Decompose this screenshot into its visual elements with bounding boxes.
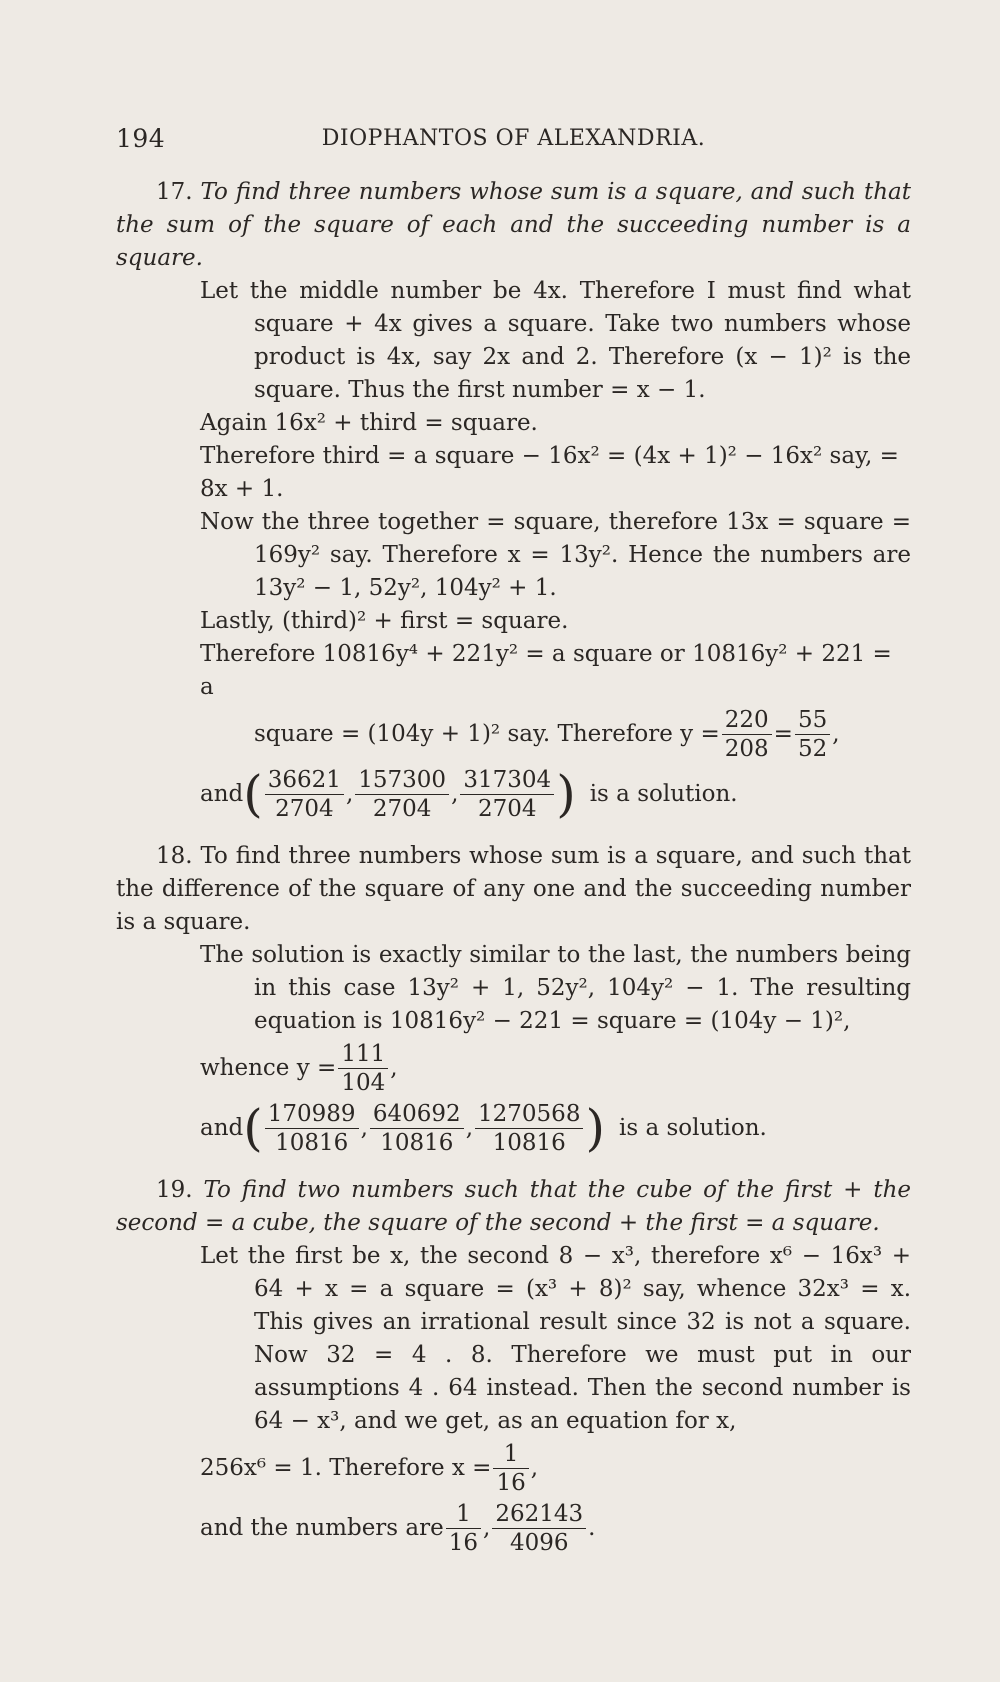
fraction-220-208: [722, 706, 772, 763]
problem-17-line-1: Let the middle number be 4x. Therefore I must find what square + 4x gives a square. Take two numbers whose product is 4x, say 2x and 2. Therefore (x − 1)² is the square. Thus the first number = x − 1.: [200, 278, 911, 403]
and-word: and: [200, 780, 244, 807]
denominator: 2704: [355, 794, 449, 823]
numerator: 170989: [267, 1100, 356, 1127]
denominator: 10816: [265, 1128, 359, 1157]
problem-19-number: 19.: [156, 1177, 193, 1203]
problem-17-line-4: Now the three together = square, therefore 13x = square = 169y² say. Therefore x = 13y². Hence the numbers are 13y² − 1, 52y², 104y² + 1.: [200, 509, 911, 601]
numerator: 157300: [358, 766, 447, 793]
denominator: 10816: [475, 1128, 583, 1157]
right-paren: ): [556, 765, 576, 823]
problem-18-number: 18.: [156, 843, 193, 869]
whence-text: whence y =: [200, 1054, 337, 1081]
numerator: 1: [456, 1500, 471, 1527]
solution-text: is a solution.: [618, 1114, 767, 1141]
numerator: 1270568: [478, 1100, 581, 1127]
problem-17-line-7: square = (104y + 1)² say. Therefore y = $\frac{220}{208}$ = $\frac{55}{52}$ ,: [254, 706, 840, 762]
denominator: 104: [338, 1068, 388, 1097]
page-body: [116, 176, 911, 1558]
numerator: 220: [724, 706, 769, 733]
denominator: 2704: [265, 794, 344, 823]
numerator: 262143: [495, 1500, 584, 1527]
equals-sign: =: [773, 720, 793, 747]
result-fraction-2: [492, 1500, 586, 1557]
solution-fraction-3: [460, 766, 554, 823]
denominator: 16: [493, 1468, 528, 1497]
problem-19-equation: 256x⁶ = 1. Therefore x = $\frac{1}{16}$ ,: [200, 1440, 539, 1496]
numerator: 1: [503, 1440, 519, 1467]
left-paren: (: [243, 765, 263, 823]
equation-text: 256x⁶ = 1. Therefore x =: [200, 1454, 492, 1481]
solution-fraction-1: [265, 1100, 359, 1157]
problem-18-line-1: The solution is exactly similar to the last, the numbers being in this case 13y² + 1, 52y², 104y² − 1. The resulting equation is 10816y² − 221 = square = (104y − 1)²,: [200, 942, 911, 1034]
problem-17-line-6: Therefore 10816y⁴ + 221y² = a square or 10816y² + 221 = a: [200, 641, 892, 700]
problem-18-whence: whence y = $\frac{111}{104}$ ,: [200, 1040, 398, 1096]
page-header: [116, 124, 911, 158]
fraction-111-104: [338, 1040, 388, 1097]
denominator: 208: [722, 734, 772, 763]
right-paren: ): [585, 1099, 605, 1157]
denominator: 16: [446, 1528, 481, 1557]
problem-19-title: To find two numbers such that the cube of the first + the second = a cube, the square of the second + the first = a square.: [116, 1177, 911, 1236]
problem-17-number: 17.: [156, 179, 193, 205]
solution-fraction-2: [370, 1100, 464, 1157]
denominator: 52: [795, 734, 830, 763]
problem-17-line-2: Again 16x² + third = square.: [200, 410, 538, 436]
problem-18-title: To find three numbers whose sum is a square, and such that the difference of the square of any one and the succeeding number is a square.: [116, 843, 912, 935]
result-fraction-1: [446, 1500, 481, 1557]
problem-17-line-7-text: square = (104y + 1)² say. Therefore y =: [254, 720, 720, 747]
solution-fraction-3: [475, 1100, 583, 1157]
problem-19-statement: [116, 1174, 911, 1240]
numerator: 640692: [372, 1100, 461, 1127]
problem-17-title: To find three numbers whose sum is a square, and such that the sum of the square of each and the succeeding number is a square.: [116, 179, 912, 271]
problem-17-line-5: Lastly, (third)² + first = square.: [200, 608, 569, 634]
numerator: 36621: [267, 766, 341, 793]
problem-19-result: and the numbers are $\frac{1}{16}$ , $\frac{262143}{4096}$ .: [200, 1500, 596, 1556]
numerator: 111: [341, 1040, 386, 1067]
fraction-1-16: [493, 1440, 528, 1497]
problem-18-statement: [116, 840, 911, 939]
solution-fraction-1: [265, 766, 344, 823]
denominator: 10816: [370, 1128, 464, 1157]
numerator: 317304: [463, 766, 552, 793]
problem-18-solution: and ( $\frac{170989}{10816}$ , $\frac{640692}{10816}$ , $\frac{1270568}{10816}$ ) is a solution.: [200, 1099, 767, 1157]
fraction-55-52: [795, 706, 830, 763]
solution-fraction-2: [355, 766, 449, 823]
numerator: 55: [797, 706, 828, 733]
problem-17-statement: [116, 176, 911, 275]
left-paren: (: [243, 1099, 263, 1157]
problem-17-line-3: Therefore third = a square − 16x² = (4x + 1)² − 16x² say, = 8x + 1.: [200, 443, 899, 502]
result-text: and the numbers are: [200, 1514, 444, 1541]
denominator: 2704: [460, 794, 554, 823]
page-number: 194: [116, 124, 166, 153]
problem-17-solution: and ( $\frac{36621}{2704}$ , $\frac{157300}{2704}$ , $\frac{317304}{2704}$ ) is a solution.: [200, 765, 738, 823]
running-title: DIOPHANTOS OF ALEXANDRIA.: [321, 126, 706, 151]
solution-text: is a solution.: [589, 780, 738, 807]
problem-19-line-1: Let the first be x, the second 8 − x³, therefore x⁶ − 16x³ + 64 + x = a square = (x³ + 8)² say, whence 32x³ = x. This gives an irrational result since 32 is not a square. Now 32 = 4 . 8. Therefore we must put in our assumptions 4 . 64 instead. Then the second number is 64 − x³, and we get, as an equation for x,: [200, 1243, 911, 1434]
and-word: and: [200, 1114, 244, 1141]
denominator: 4096: [492, 1528, 586, 1557]
